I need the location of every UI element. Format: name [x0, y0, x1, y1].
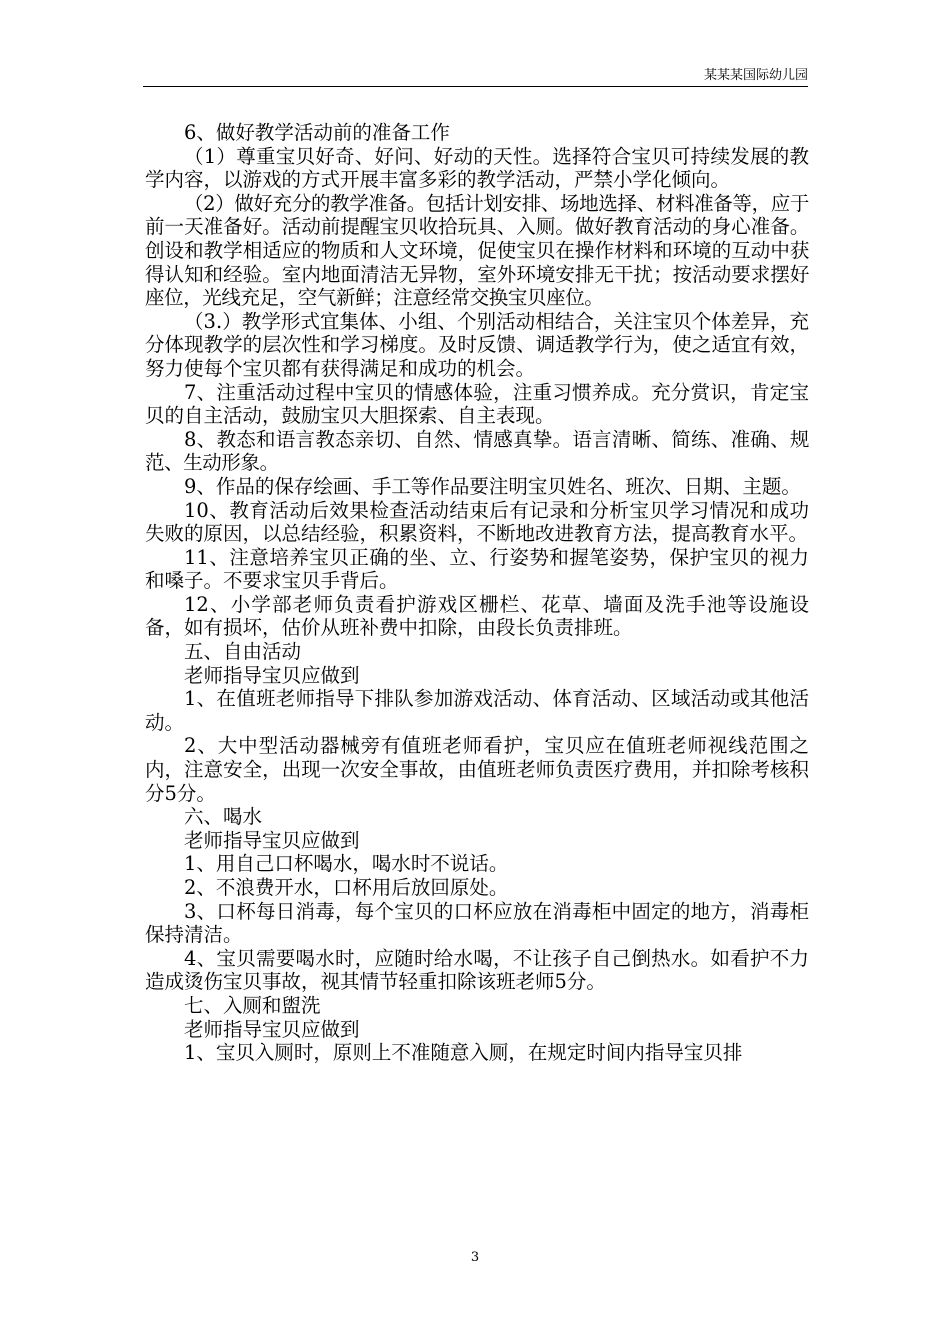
paragraph: 12、小学部老师负责看护游戏区栅栏、花草、墙面及洗手池等设施设备，如有损坏，估价从班补费中扣除，由段长负责排班。	[145, 592, 809, 640]
paragraph: （1）尊重宝贝好奇、好问、好动的天性。选择符合宝贝可持续发展的教学内容，以游戏的方式开展丰富多彩的教学活动，严禁小学化倾向。	[145, 144, 809, 192]
paragraph: 3、口杯每日消毒，每个宝贝的口杯应放在消毒柜中固定的地方，消毒柜保持清洁。	[145, 899, 809, 947]
paragraph: 老师指导宝贝应做到	[184, 828, 360, 852]
paragraph: 老师指导宝贝应做到	[184, 1017, 360, 1041]
paragraph: 1、用自己口杯喝水，喝水时不说话。	[184, 852, 509, 876]
page-number: 3	[470, 1250, 480, 1265]
document-body	[145, 121, 809, 1065]
paragraph: （3.）教学形式宜集体、小组、个别活动相结合，关注宝贝个体差异，充分体现教学的层次性和学习梯度。及时反馈、调适教学行为，使之适宜有效，努力使每个宝贝都有获得满足和成功的机会。	[145, 309, 809, 380]
page-footer	[0, 1250, 950, 1265]
section-heading: 六、喝水	[184, 805, 263, 829]
paragraph: 老师指导宝贝应做到	[184, 663, 360, 687]
paragraph: 10、教育活动后效果检查活动结束后有记录和分析宝贝学习情况和成功失败的原因，以总结经验，积累资料，不断地改进教育方法，提高教育水平。	[145, 498, 809, 546]
section-heading: 七、入厕和盥洗	[184, 993, 321, 1017]
paragraph: 1、宝贝入厕时，原则上不准随意入厕，在规定时间内指导宝贝排	[184, 1041, 743, 1065]
paragraph: 1、在值班老师指导下排队参加游戏活动、体育活动、区域活动或其他活动。	[145, 687, 809, 734]
paragraph: 7、注重活动过程中宝贝的情感体验，注重习惯养成。充分赏识，肯定宝贝的自主活动，鼓励宝贝大胆探索、自主表现。	[145, 380, 809, 428]
paragraph: 8、教态和语言教态亲切、自然、情感真挚。语言清晰、简练、准确、规范、生动形象。	[145, 427, 809, 475]
section-heading: 五、自由活动	[184, 640, 302, 664]
paragraph: 2、不浪费开水，口杯用后放回原处。	[184, 876, 509, 899]
paragraph: （2）做好充分的教学准备。包括计划安排、场地选择、材料准备等，应于前一天准备好。活动前提醒宝贝收拾玩具、入厕。做好教育活动的身心准备。创设和教学相适应的物质和人文环境，促使宝贝在操作材料和环境的互动中获得认知和经验。室内地面清洁无异物，室外环境安排无干扰；按活动要求摆好座位，光线充足，空气新鲜；注意经常交换宝贝座位。	[145, 191, 809, 310]
page-header	[143, 60, 808, 87]
section-heading: 6、做好教学活动前的准备工作	[184, 121, 450, 144]
header-title: 某某某国际幼儿园	[703, 68, 808, 83]
paragraph: 4、宝贝需要喝水时，应随时给水喝，不让孩子自己倒热水。如看护不力造成烫伤宝贝事故，视其情节轻重扣除该班老师5分。	[145, 946, 809, 994]
paragraph: 2、大中型活动器械旁有值班老师看护，宝贝应在值班老师视线范围之内，注意安全，出现一次安全事故，由值班老师负责医疗费用，并扣除考核积分5分。	[145, 734, 809, 805]
paragraph: 9、作品的保存绘画、手工等作品要注明宝贝姓名、班次、日期、主题。	[184, 474, 801, 498]
paragraph: 11、注意培养宝贝正确的坐、立、行姿势和握笔姿势，保护宝贝的视力和嗓子。不要求宝贝手背后。	[145, 545, 809, 593]
